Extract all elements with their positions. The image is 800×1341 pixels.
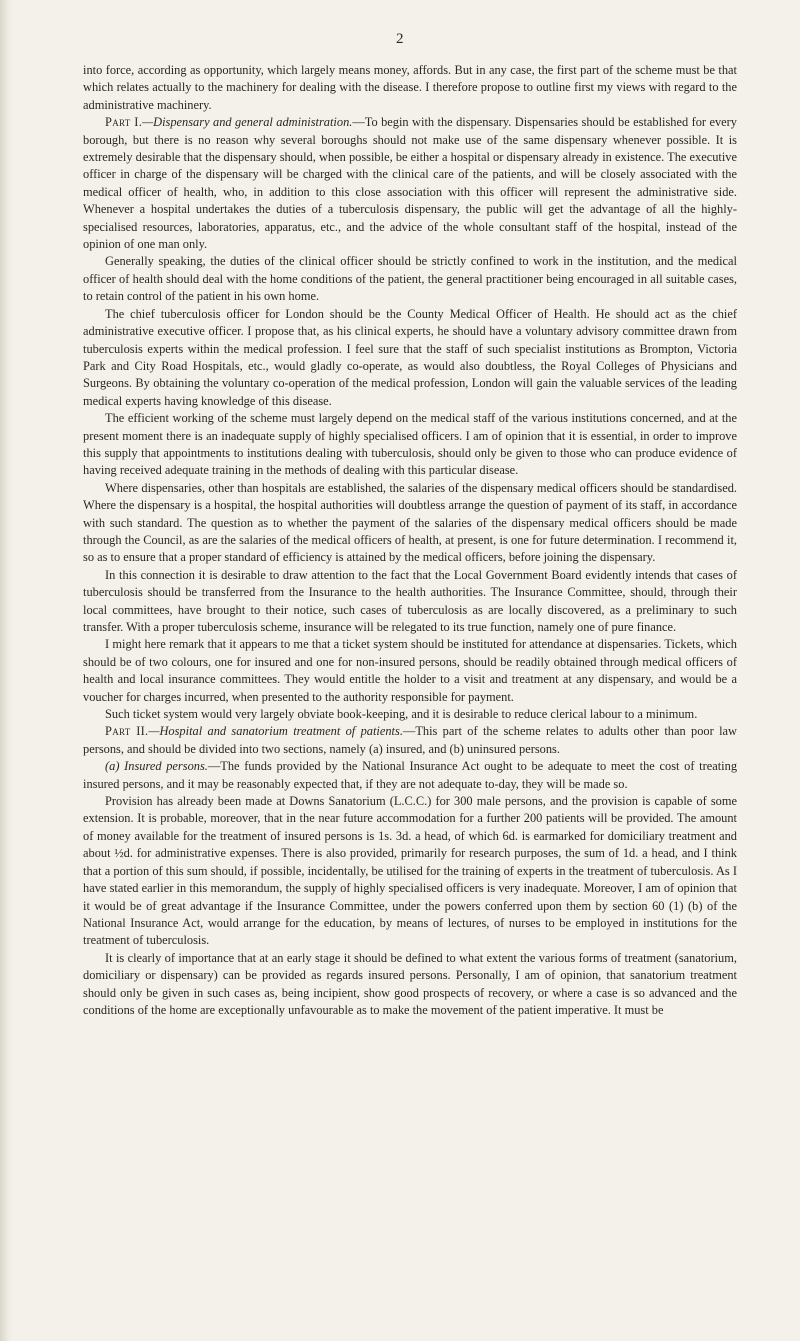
paragraph-text: —To begin with the dispensary. Dispensaries should be established for every borough, but there is no reason why several boroughs should not make use of the same dispensary whenever possible. It is extremely desirable that the dispensary should, when possible, be either a hospital or dispensary already in existence. The executive officer in charge of the dispensary will be charged with the clinical care of the patients, and will be closely associated with the medical officer of health, who, in addition to this close association with this officer will represent the administrative side. Whenever a hospital undertakes the duties of a tuberculosis dispensary, the public will get the advantage of all the highly-specialised resources, laboratories, apparatus, etc., and the advice of the whole consultant staff of the hospital, instead of the opinion of one man only. [83,115,737,252]
paragraph [83,950,737,1020]
paragraph-text: into force, according as opportunity, which largely means money, affords. But in any case, the first part of the scheme must be that which relates actually to the machinery for dealing with the disease. I therefore propose to outline first my views with regard to the administrative machinery. [83,63,737,112]
paragraph [83,636,737,706]
paragraph-text: Where dispensaries, other than hospitals are established, the salaries of the dispensary medical officers should be standardised. Where the dispensary is a hospital, the hospital authorities will doubtless arrange the question of payment of its staff, in accordance with such standard. The question as to whether the payment of the salaries of the dispensary medical officers should be made through the Council, as are the salaries of the medical officers of health, at present, is one for future determination. I recommend it, so as to ensure that a proper standard of efficiency is attained by the medical officers, before joining the dispensary. [83,480,737,565]
paragraph-part-two [83,723,737,758]
paragraph-insured-persons [83,758,737,793]
paragraph-part-one [83,114,737,253]
paragraph-text: I might here remark that it appears to me that a ticket system should be instituted for attendance at dispensaries. Tickets, which should be of two colours, one for insured and one for non-insured persons, should be readily obtained through medical officers of health and local insurance committees. They would entitle the holder to a visit and treatment at any dispensary, and would be a voucher for charges incurred, when presented to the authority responsible for payment. [83,637,737,704]
document-body [83,62,737,1019]
paragraph-text: In this connection it is desirable to draw attention to the fact that the Local Government Board evidently intends that cases of tuberculosis should be transferred from the Insurance to the health authorities. The Insurance Committee, should, through their local committees, have brought to their notice, such cases of tuberculosis as are locally discovered, as a preliminary to such transfer. With a proper tuberculosis scheme, insurance will be relegated to its true function, namely one of pure finance. [83,567,737,634]
paragraph-text: —This part of the scheme relates to adults other than poor law persons, and should be divided into two sections, namely (a) insured, and (b) uninsured persons. [83,724,737,756]
paragraph-text: The efficient working of the scheme must largely depend on the medical staff of the various institutions concerned, and at the present moment there is an inadequate supply of highly specialised officers. I am of opinion that it is essential, in order to improve this supply that appointments to institutions dealing with tuberculosis, should only be given to those who can produce evidence of having received adequate training in the methods of dealing with this particular disease. [83,411,737,478]
paragraph-text: —The funds provided by the National Insurance Act ought to be adequate to meet the cost of treating insured persons, and it may be reasonably expected that, if they are not adequate to-day, they will be made so. [83,759,738,791]
page-number: 2 [396,31,404,47]
section-heading: —Dispensary and general administration. [142,115,353,130]
paragraph-continuation [83,62,737,114]
paragraph [83,253,737,305]
scan-edge [0,0,12,1341]
paragraph [83,306,737,410]
section-heading: —Hospital and sanatorium treatment of patients. [148,724,403,739]
part-label: Part I. [105,115,143,130]
paragraph-text: The chief tuberculosis officer for London should be the County Medical Officer of Health. He should act as the chief administrative executive officer. I propose that, as his clinical experts, he should have a voluntary advisory committee drawn from tuberculosis experts within the medical profession. I feel sure that the staff of such specialist institutions as Brompton, Victoria Park and City Road Hospitals, etc., would gladly co-operate, as would also doubtless, the Royal Colleges of Physicians and Surgeons. By obtaining the voluntary co-operation of the medical profession, London will gain the valuable services of the leading medical experts having knowledge of this disease. [83,306,737,408]
part-label: Part II. [105,724,149,739]
paragraph-text: Provision has already been made at Downs Sanatorium (L.C.C.) for 300 male persons, and the provision is capable of some extension. It is probable, moreover, that in the near future accommodation for a further 200 patients will be provided. The amount of money available for the treatment of insured persons is 1s. 3d. a head, of which 6d. is earmarked for domiciliary treatment and about ½d. for administrative expenses. There is also provided, primarily for research purposes, the sum of 1d. a head, and I think that a portion of this sum should, if possible, incidentally, be utilised for the training of experts in the treatment of tuberculosis. As I have stated earlier in this memorandum, the supply of highly specialised officers is very inadequate. Moreover, I am of opinion that it would be of great advantage if the Insurance Committee, under the powers conferred upon them by section 60 (1) (b) of the National Insurance Act, would arrange for the education, by means of lectures, of nurses to be employed in institutions for the treatment of tuberculosis. [83,794,737,948]
paragraph-text: It is clearly of importance that at an early stage it should be defined to what extent the various forms of treatment (sanatorium, domiciliary or dispensary) can be provided as regards insured persons. Personally, I am of opinion, that sanatorium treatment should only be given in such cases as, being incipient, show good prospects of recovery, or where a case is so advanced and the conditions of the home are exceptionally unfavourable as to make the movement of the patient imperative. It must be [83,950,737,1017]
paragraph-text: Such ticket system would very largely obviate book-keeping, and it is desirable to reduce clerical labour to a minimum. [105,707,698,722]
subsection-heading: (a) Insured persons. [105,759,208,774]
paragraph [83,567,737,637]
paragraph [83,410,737,480]
paragraph [83,480,737,567]
paragraph [83,706,737,723]
paragraph [83,793,737,950]
paragraph-text: Generally speaking, the duties of the clinical officer should be strictly confined to work in the institution, and the medical officer of health should deal with the home conditions of the patient, the general practitioner being encouraged in all suitable cases, to retain control of the patient in his own home. [83,254,737,304]
